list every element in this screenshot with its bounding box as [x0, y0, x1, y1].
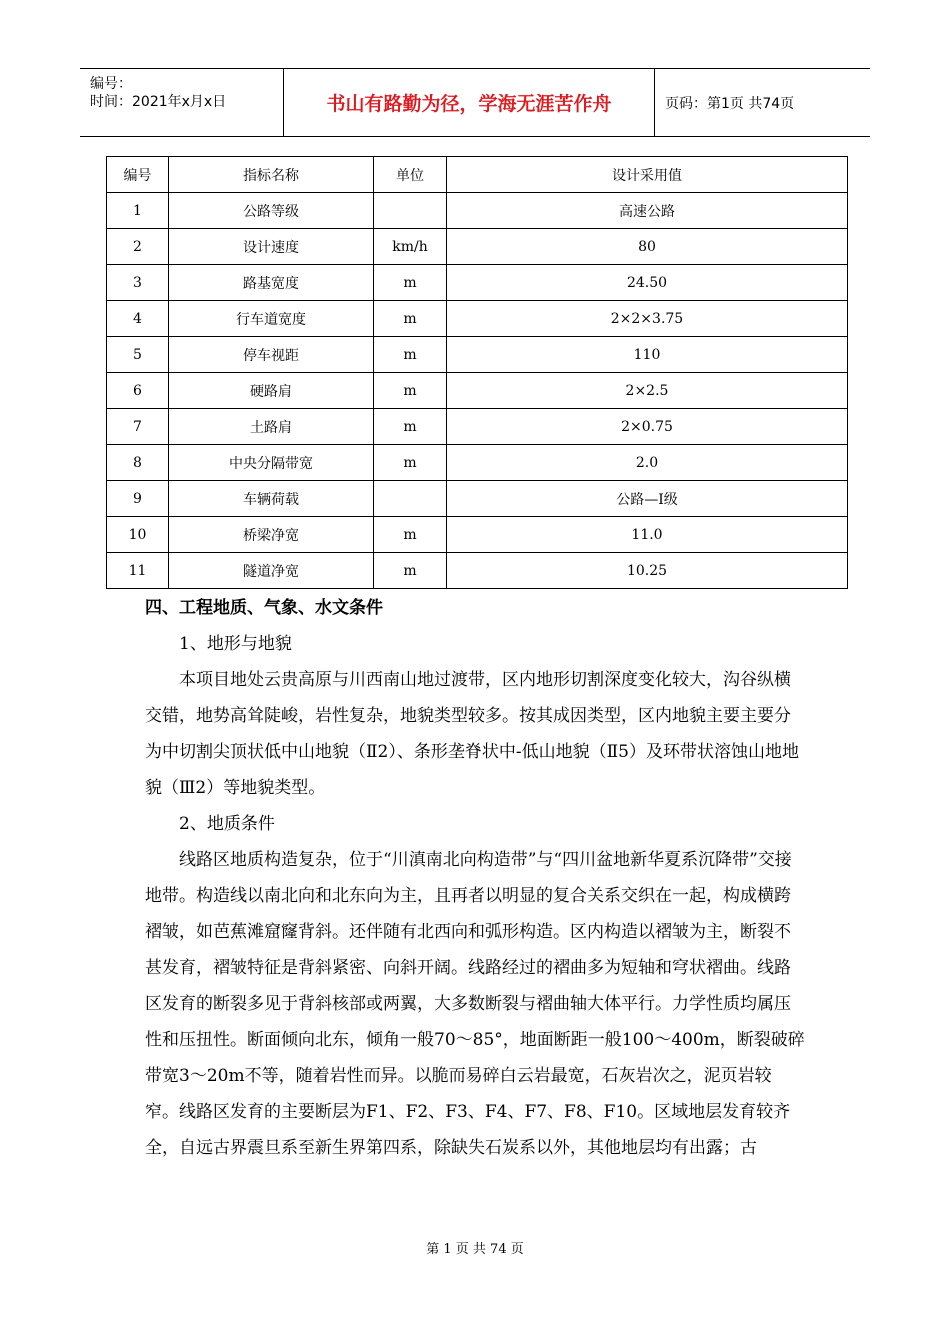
cell-value: 2×2×3.75: [447, 301, 848, 337]
cell-unit: m: [374, 445, 447, 481]
section-heading: 四、工程地质、气象、水文条件: [145, 598, 383, 618]
cell-name: 行车道宽度: [169, 301, 374, 337]
page-header: [80, 68, 870, 137]
table-row: [107, 229, 848, 265]
cell-number: 11: [107, 553, 169, 589]
col-header-unit: 单位: [374, 157, 447, 193]
table-row: [107, 337, 848, 373]
cell-name: 桥梁净宽: [169, 517, 374, 553]
table-row: [107, 409, 848, 445]
page-label: 页码：第1页 共74页: [665, 95, 795, 112]
body-text: [145, 590, 805, 1166]
design-spec-table: [106, 156, 848, 589]
cell-unit: km/h: [374, 229, 447, 265]
cell-value: 公路—Ⅰ级: [447, 481, 848, 517]
cell-number: 4: [107, 301, 169, 337]
cell-name: 土路肩: [169, 409, 374, 445]
col-header-number: 编号: [107, 157, 169, 193]
paragraph-geology: 线路区地质构造复杂，位于“川滇南北向构造带”与“四川盆地新华夏系沉降带”交接地带。构造线以南北向和北东向为主，且再者以明显的复合关系交织在一起，构成横跨褶皱，如芭蕉滩窟窿背斜。还伴随有北西向和弧形构造。区内构造以褶皱为主，断裂不甚发育，褶皱特征是背斜紧密、向斜开阔。线路经过的褶曲多为短轴和穹状褶曲。线路区发育的断裂多见于背斜核部或两翼，大多数断裂与褶曲轴大体平行。力学性质均属压性和压扭性。断面倾向北东，倾角一般70～85°，地面断距一般100～400m，断裂破碎带宽3～20m不等，随着岩性而异。以脆而易碎白云岩最宽，石灰岩次之，泥页岩较窄。线路区发育的主要断层为F1、F2、F3、F4、F7、F8、F10。区域地层发育较齐全，自远古界震旦系至新生界第四系，除缺失石炭系以外，其他地层均有出露；古: [145, 850, 805, 1158]
cell-unit: m: [374, 301, 447, 337]
table-row: [107, 553, 848, 589]
table-row: [107, 193, 848, 229]
page-footer: 第 1 页 共 74 页: [426, 1242, 524, 1257]
cell-value: 24.50: [447, 265, 848, 301]
table-row: [107, 301, 848, 337]
cell-unit: m: [374, 373, 447, 409]
cell-name: 硬路肩: [169, 373, 374, 409]
cell-number: 7: [107, 409, 169, 445]
cell-name: 隧道净宽: [169, 553, 374, 589]
cell-name: 中央分隔带宽: [169, 445, 374, 481]
cell-number: 6: [107, 373, 169, 409]
table-row: [107, 445, 848, 481]
cell-unit: m: [374, 517, 447, 553]
cell-name: 路基宽度: [169, 265, 374, 301]
cell-value: 10.25: [447, 553, 848, 589]
motto: 书山有路勤为径，学海无涯苦作舟: [284, 69, 655, 136]
cell-number: 5: [107, 337, 169, 373]
cell-value: 110: [447, 337, 848, 373]
cell-number: 10: [107, 517, 169, 553]
number-label: 编号：: [90, 76, 132, 92]
col-header-value: 设计采用值: [447, 157, 848, 193]
cell-name: 车辆荷载: [169, 481, 374, 517]
cell-unit: [374, 481, 447, 517]
col-header-name: 指标名称: [169, 157, 374, 193]
table-row: [107, 265, 848, 301]
table-row: [107, 481, 848, 517]
subheading-geology: 2、地质条件: [179, 814, 275, 834]
cell-value: 80: [447, 229, 848, 265]
paragraph-terrain: 本项目地处云贵高原与川西南山地过渡带，区内地形切割深度变化较大，沟谷纵横交错，地势高耸陡峻，岩性复杂，地貌类型较多。按其成因类型，区内地貌主要主要分为中切割尖顶状低中山地貌（Ⅱ2）、条形垄脊状中-低山地貌（Ⅱ5）及环带状溶蚀山地地貌（Ⅲ2）等地貌类型。: [145, 670, 799, 798]
cell-name: 公路等级: [169, 193, 374, 229]
header-meta: [80, 69, 284, 136]
cell-name: 设计速度: [169, 229, 374, 265]
cell-number: 1: [107, 193, 169, 229]
cell-unit: m: [374, 337, 447, 373]
table-header-row: [107, 157, 848, 193]
cell-unit: [374, 193, 447, 229]
cell-value: 2×2.5: [447, 373, 848, 409]
cell-name: 停车视距: [169, 337, 374, 373]
subheading-terrain: 1、地形与地貌: [179, 634, 292, 654]
cell-unit: m: [374, 409, 447, 445]
cell-value: 11.0: [447, 517, 848, 553]
date-label: 时间：2021年x月x日: [90, 94, 227, 110]
cell-unit: m: [374, 265, 447, 301]
cell-value: 2×0.75: [447, 409, 848, 445]
table-row: [107, 517, 848, 553]
table-row: [107, 373, 848, 409]
cell-unit: m: [374, 553, 447, 589]
cell-number: 9: [107, 481, 169, 517]
cell-number: 3: [107, 265, 169, 301]
cell-number: 8: [107, 445, 169, 481]
cell-value: 2.0: [447, 445, 848, 481]
cell-value: 高速公路: [447, 193, 848, 229]
cell-number: 2: [107, 229, 169, 265]
